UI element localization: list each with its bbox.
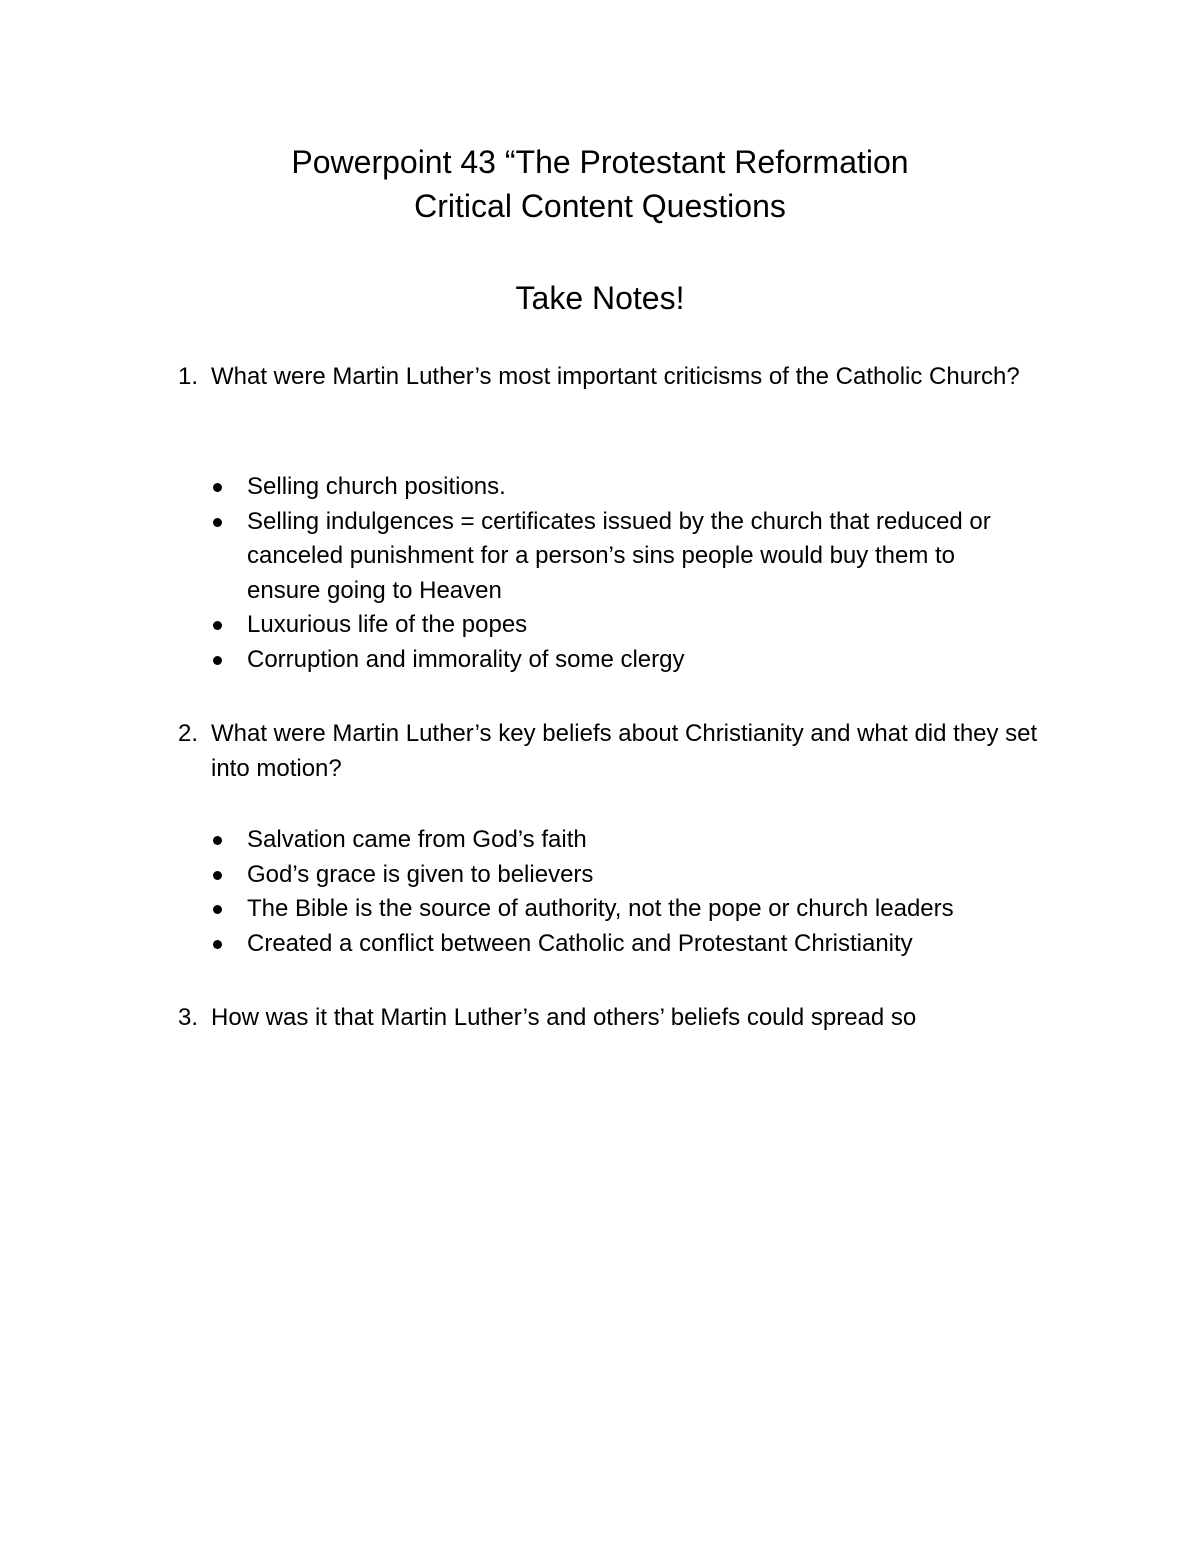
question-text: How was it that Martin Luther’s and others’ beliefs could spread so: [211, 1004, 917, 1031]
question-text: What were Martin Luther’s most important criticisms of the Catholic Church?: [211, 363, 1020, 390]
list-item-text: Corruption and immorality of some clergy: [247, 645, 685, 673]
list-item: [211, 892, 1091, 927]
bullet-icon: [213, 871, 222, 880]
list-item: [211, 505, 991, 609]
bullet-icon: [213, 656, 222, 665]
list-item-text: Salvation came from God’s faith: [247, 826, 587, 853]
bullet-icon: [213, 518, 222, 527]
title-line-1: Powerpoint 43 “The Protestant Reformation: [291, 144, 909, 180]
list-item-text: The Bible is the source of authority, not the pope or church leaders: [247, 895, 954, 922]
question-2-answer-list: [211, 823, 1091, 961]
list-item-text: Selling indulgences = certificates issued by the church that reduced or canceled punishment for a person’s sins people would buy them to ensure going to Heaven: [247, 507, 991, 604]
title-line-2: Critical Content Questions: [414, 188, 786, 224]
list-item: [211, 608, 991, 643]
bullet-icon: [213, 621, 222, 630]
question-2: [178, 717, 1078, 786]
subheading: Take Notes!: [515, 280, 685, 316]
list-item-text: Selling church positions.: [247, 473, 506, 500]
bullet-icon: [213, 940, 222, 949]
list-item: [211, 470, 991, 505]
list-item: [211, 927, 1091, 962]
bullet-icon: [213, 483, 222, 492]
list-item-text: Created a conflict between Catholic and Protestant Christianity: [247, 929, 913, 957]
question-1: [178, 360, 1038, 395]
list-item-text: God’s grace is given to believers: [247, 860, 594, 888]
page-title: [0, 140, 1200, 228]
question-text: What were Martin Luther’s key beliefs about Christianity and what did they set into motion?: [211, 720, 1038, 782]
bullet-icon: [213, 836, 222, 845]
question-number: 1.: [178, 363, 199, 390]
list-item: [211, 643, 991, 678]
question-1-answer-list: [211, 470, 991, 677]
question-number: 2.: [178, 720, 199, 747]
list-item: [211, 823, 1091, 858]
question-3: [178, 1001, 1078, 1036]
list-item: [211, 858, 1091, 893]
question-number: 3.: [178, 1004, 199, 1031]
bullet-icon: [213, 905, 222, 914]
list-item-text: Luxurious life of the popes: [247, 611, 528, 638]
